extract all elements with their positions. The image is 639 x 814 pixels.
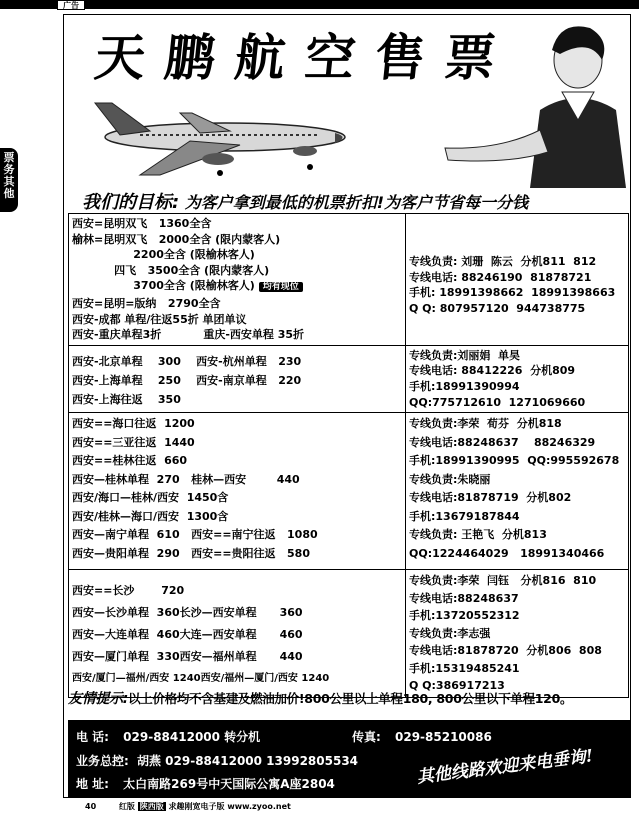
fare-line: 西安—南宁单程 610 西安==南宁往返 1080	[72, 528, 318, 542]
contact-line: 专线电话:81878720 分机806 808	[409, 644, 602, 658]
notice-label: 友情提示:	[68, 691, 129, 707]
fax-label: 传真:	[352, 730, 381, 744]
slogan	[82, 188, 528, 214]
contact-line: QQ:775712610 1271069660	[409, 395, 586, 409]
contact-line: 手机: 18991398662 18991398663	[409, 286, 616, 300]
contact-line: 专线电话:81878719 分机802	[409, 491, 572, 505]
page-footer	[85, 801, 291, 812]
contact-line: 专线电话: 88246190 81878721	[409, 270, 592, 284]
contact-cell	[406, 570, 629, 698]
contact-line: 专线负责:李荣 闫钰 分机816 810	[409, 574, 597, 588]
fax-row	[352, 728, 492, 745]
fare-cell	[69, 214, 406, 346]
slogan-text: 为客户拿到最低的机票折扣!为客户节省每一分钱	[184, 193, 529, 212]
fax-number: 029-85210086	[395, 730, 492, 744]
contact-line: 专线负责: 刘珊 陈云 分机811 812	[409, 255, 597, 268]
phone-number: 029-88412000 转分机	[123, 730, 261, 744]
contact-line: 专线负责:朱晓丽	[409, 472, 491, 486]
contact-cell	[406, 413, 629, 570]
fare-line: 西安—长沙单程 360长沙—西安单程 360	[72, 606, 303, 620]
contact-line: 手机:15319485241	[409, 661, 520, 675]
contact-footer	[68, 720, 631, 798]
top-bar	[0, 0, 639, 9]
fare-line: 西安—贵阳单程 290 西安==贵阳往返 580	[72, 546, 310, 560]
fare-line: 西安—桂林单程 270 桂林—西安 440	[72, 472, 300, 486]
address-label: 地 址:	[76, 777, 109, 791]
region-label: 陕西版	[139, 802, 164, 811]
brand-title: 天鹏航空售票	[91, 28, 519, 87]
fare-line: 西安==桂林往返 660	[72, 454, 188, 468]
contact-line: Q Q: 807957120 944738775	[409, 301, 586, 315]
contact-line: 专线负责:李荣 荀芬 分机818	[409, 417, 562, 431]
phone-row	[76, 728, 260, 745]
fare-line: 西安=昆明=版纳 2790全含	[72, 296, 221, 310]
contact-line: 手机:13720552312	[409, 609, 520, 623]
contact-line: 专线电话:88248637	[409, 591, 519, 605]
edition-label: 红版	[118, 802, 135, 811]
fare-cell	[69, 345, 406, 412]
price-notice	[68, 688, 572, 708]
fare-line: 西安—大连单程 460大连—西安单程 460	[72, 628, 303, 642]
contact-line: QQ:1224464029 18991340466	[409, 546, 605, 560]
contact-cell	[406, 345, 629, 412]
flight-attendant-image	[440, 20, 630, 188]
contact-cell	[406, 214, 629, 346]
fare-line: 西安-上海往返 350	[72, 392, 181, 406]
fare-cell	[69, 570, 406, 698]
handwritten-invite: 其他线路欢迎来电垂询!	[415, 746, 595, 788]
table-row	[69, 214, 629, 346]
fare-table	[68, 213, 629, 698]
fare-line: 3700全含 (限榆林客人) 均有现位	[72, 278, 402, 296]
fare-line: 榆林=昆明双飞 2000全含 (限内蒙客人)	[72, 232, 281, 246]
seats-available-badge: 均有现位	[259, 282, 303, 292]
airplane-image	[80, 95, 350, 185]
fare-line: 西安-上海单程 250 西安-南京单程 220	[72, 373, 302, 387]
side-category-tab	[0, 148, 18, 212]
manager-contact: 胡燕 029-88412000 13992805534	[137, 754, 359, 768]
contact-line: 专线负责:李志强	[409, 626, 491, 640]
phone-label: 电 话:	[76, 730, 109, 744]
address-text: 太白南路269号中天国际公寓A座2804	[123, 777, 335, 791]
manager-row	[76, 752, 358, 769]
fare-line: 西安-成都 单程/往返55折 单团单议	[72, 312, 247, 326]
address-row	[76, 775, 335, 792]
fare-line: 西安=昆明双飞 1360全含	[72, 217, 212, 230]
table-row	[69, 570, 629, 698]
contact-line: 手机:13679187844	[409, 509, 520, 523]
manager-label: 业务总控:	[76, 754, 129, 768]
fare-line: 西安—厦门单程 330西安—福州单程 440	[72, 650, 303, 664]
side-tab-line1: 票务	[3, 151, 15, 176]
contact-line: Q Q:386917213	[409, 679, 505, 693]
fare-line: 西安/海口—桂林/西安 1450含	[72, 491, 229, 505]
contact-line: 专线负责:刘丽娟 单昊	[409, 348, 521, 362]
fare-line: 四飞 3500全含 (限内蒙客人)	[72, 263, 270, 277]
fare-line: 西安==长沙 720	[72, 584, 185, 598]
table-row	[69, 413, 629, 570]
site-label: 求趣刚宽电子版 www.zyoo.net	[168, 802, 291, 811]
fare-line: 西安/桂林—海口/西安 1300含	[72, 509, 229, 523]
fare-line: 西安-北京单程 300 西安-杭州单程 230	[72, 354, 302, 368]
fare-line: 西安-重庆单程3折 重庆-西安单程 35折	[72, 328, 305, 342]
ad-tag: 广告	[57, 0, 85, 10]
page-number: 40	[85, 802, 97, 811]
contact-line: 专线电话:88248637 88246329	[409, 435, 596, 449]
contact-line: 手机:18991390994	[409, 379, 520, 393]
contact-line: 手机:18991390995 QQ:995592678	[409, 454, 620, 468]
table-row	[69, 345, 629, 412]
contact-line: 专线负责: 王艳飞 分机813	[409, 528, 547, 542]
contact-line: 专线电话: 88412226 分机809	[409, 364, 576, 378]
fare-cell	[69, 413, 406, 570]
fare-line: 2200全含 (限榆林客人)	[72, 248, 255, 262]
fare-line: 西安==三亚往返 1440	[72, 435, 195, 449]
slogan-lead: 我们的目标:	[82, 192, 180, 213]
notice-text: 以上价格均不含基建及燃油加价!800公里以上单程180, 800公里以下单程120。	[128, 691, 573, 706]
fare-line: 西安/厦门—福州/西安 1240西安/福州—厦门/西安 1240	[72, 673, 330, 685]
side-tab-line2: 其他	[3, 175, 15, 200]
fare-line: 西安==海口往返 1200	[72, 417, 195, 431]
